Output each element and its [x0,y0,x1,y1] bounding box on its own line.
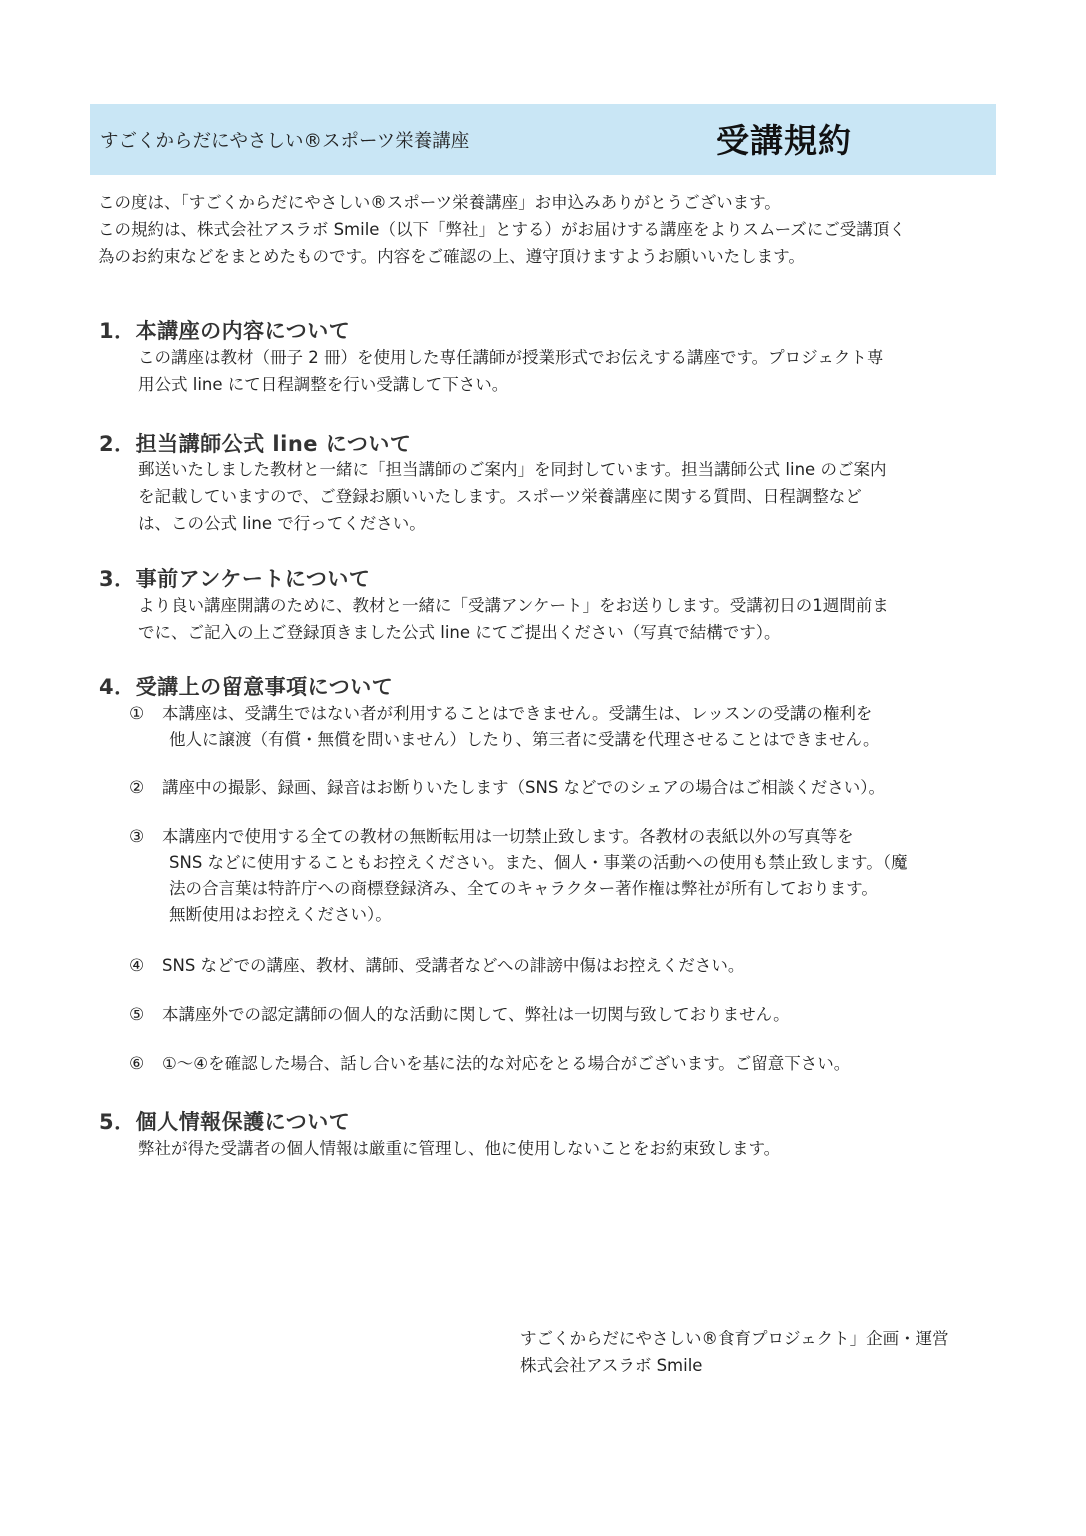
intro-line: この度は、「すごくからだにやさしい®スポーツ栄養講座」お申込みありがとうございます。 [98,193,781,212]
footer-project: すごくからだにやさしい®食育プロジェクト」企画・運営 [520,1329,949,1348]
rule-number: ④ [129,956,145,976]
rule-line: 法の合言葉は特許庁への商標登録済み、全てのキャラクター著作権は弊社が所有しております。 [169,879,878,898]
section-line: は、この公式 line で行ってください。 [138,514,426,533]
rule-number: ② [129,778,145,798]
rule-number: ③ [129,827,145,847]
section-4-heading: 4．受講上の留意事項について [99,675,394,699]
section-1-body [138,344,988,398]
section-5-heading: 5．個人情報保護について [99,1110,351,1134]
section-line: でに、ご記入の上ご登録頂きました公式 line にてご提出ください（写真で結構です）。 [138,623,781,642]
section-line: を記載していますので、ご登録お願いいたします。スポーツ栄養講座に関する質問、日程調整など [138,487,862,506]
rule-line: ①～④を確認した場合、話し合いを基に法的な対応をとる場合がございます。ご留意下さい。 [162,1054,851,1073]
section-5-body [138,1135,988,1162]
header-band [90,104,996,175]
footer-credit [520,1325,949,1379]
rule-number: ⑥ [129,1054,145,1074]
section-2-body [138,456,988,537]
rule-line: 本講座は、受講生ではない者が利用することはできません。受講生は、レッスンの受講の権利を [162,704,873,723]
rule-line: 本講座内で使用する全ての教材の無断転用は一切禁止致します。各教材の表紙以外の写真等を [162,827,854,846]
section-line: 弊社が得た受講者の個人情報は厳重に管理し、他に使用しないことをお約束致します。 [138,1139,781,1158]
rule-line: SNS などに使用することもお控えください。また、個人・事業の活動への使用も禁止致します。（魔 [169,853,908,872]
intro-paragraph [98,189,998,270]
rule-line: 無断使用はお控えください）。 [169,905,392,924]
rule-number: ① [129,704,145,724]
section-line: この講座は教材（冊子 2 冊）を使用した専任講師が授業形式でお伝えする講座です。プロジェクト専 [138,348,884,367]
intro-line: この規約は、株式会社アスラボ Smile（以下「弊社」とする）がお届けする講座をよりスムーズにご受講頂く [98,220,906,239]
section-1-heading: 1．本講座の内容について [99,319,351,343]
section-3-heading: 3．事前アンケートについて [99,567,371,591]
section-line: 郵送いたしました教材と一緒に「担当講師のご案内」を同封しています。担当講師公式 line のご案内 [138,460,887,479]
section-line: より良い講座開講のために、教材と一緒に「受講アンケート」をお送りします。受講初日の1週間前ま [138,596,889,615]
footer-company: 株式会社アスラボ Smile [520,1356,703,1375]
rule-line: 講座中の撮影、録画、録音はお断りいたします（SNS などでのシェアの場合はご相談ください）。 [162,778,885,797]
section-3-body [138,592,988,646]
section-2-heading: 2．担当講師公式 line について [99,432,412,456]
rule-line: 他人に譲渡（有償・無償を問いません）したり、第三者に受講を代理させることはできません。 [169,730,880,749]
rule-line: 本講座外での認定講師の個人的な活動に関して、弊社は一切関与致しておりません。 [162,1005,790,1024]
intro-line: 為のお約束などをまとめたものです。内容をご確認の上、遵守頂けますようお願いいたします。 [98,247,805,266]
rule-number: ⑤ [129,1005,145,1025]
page-title: 受講規約 [716,121,852,160]
section-line: 用公式 line にて日程調整を行い受講して下さい。 [138,375,509,394]
course-name: すごくからだにやさしい®スポーツ栄養講座 [100,131,470,152]
rule-line: SNS などでの講座、教材、講師、受講者などへの誹謗中傷はお控えください。 [162,956,745,975]
